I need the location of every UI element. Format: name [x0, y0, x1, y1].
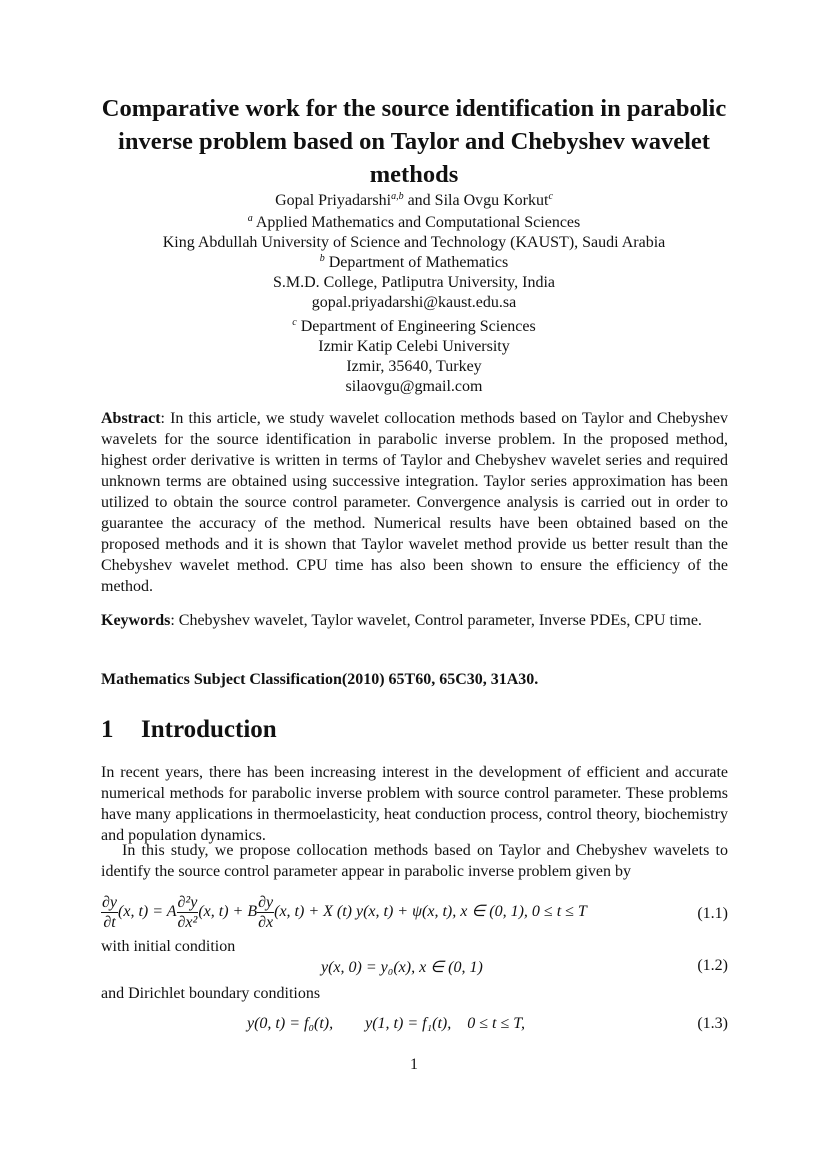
fraction-denominator: ∂t [103, 914, 116, 931]
abstract-label: Abstract [101, 410, 161, 427]
abstract-text: : In this article, we study wavelet collocation methods based on Taylor and Chebyshev wavelets for the source identification in parabolic inverse problem. In the proposed method, highest order derivative is written in terms of Taylor and Chebyshev wavelet series and required unknown terms are obtained using successive integration. Taylor series approximation has been utilized to obtain the source control parameter. Convergence analysis is carried out in order to guarantee the accuracy of the method. Numerical results have been obtained based on the proposed methods and it is shown that Taylor wavelet method provide us better result than the Chebyshev wavelet method. CPU time has also been shown to ensure the efficiency of the method. [101, 410, 728, 595]
section-number: 1 [101, 716, 114, 743]
affiliation-line: Department of Mathematics [328, 254, 509, 271]
section-heading [101, 716, 277, 744]
fraction-dy-dt [101, 893, 118, 932]
equation-args: (x, t) [274, 903, 305, 921]
fraction-denominator: ∂x [258, 914, 274, 931]
affiliation-line: Izmir Katip Celebi University [318, 338, 510, 355]
equation-tail: + X (t) y(x, t) + ψ(x, t), x ∈ (0, 1), 0 ≤ t ≤ T [304, 903, 587, 921]
author-email: gopal.priyadarshi@kaust.edu.sa [311, 294, 517, 311]
author-name: Sila Ovgu Korkut [434, 192, 549, 209]
author-joiner: and [403, 192, 435, 209]
affiliation-line: Applied Mathematics and Computational Sciences [255, 214, 581, 231]
equation-args: (x, t) [198, 903, 229, 921]
affiliation-line: Department of Engineering Sciences [300, 318, 536, 335]
equation-coeff-b: + B [228, 903, 258, 921]
affiliation-block-ab [100, 213, 728, 313]
author-superscript: a,b [391, 191, 404, 202]
equation-body: y(0, t) = f₀(t), y(1, t) = f₁(t), 0 ≤ t ≤ T, [247, 1015, 525, 1032]
equation-number: (1.1) [697, 905, 728, 922]
fraction-dy-dx [257, 893, 274, 932]
keywords-label: Keywords [101, 612, 171, 629]
author-line [100, 191, 728, 211]
paper-title: Comparative work for the source identification in parabolic inverse problem based on Taylor and Chebyshev wavelet methods [101, 95, 727, 188]
boundary-condition-text: and Dirichlet boundary conditions [101, 985, 321, 1002]
affiliation-block-c [100, 317, 728, 397]
equation-coeff-a: = A [148, 903, 177, 921]
affiliation-mark: b [319, 253, 325, 264]
equation-args: (x, t) [118, 903, 149, 921]
equation-number: (1.2) [697, 957, 728, 974]
affiliation-line: Izmir, 35640, Turkey [346, 358, 482, 375]
author-name: Gopal Priyadarshi [275, 192, 392, 209]
affiliation-line: King Abdullah University of Science and Technology (KAUST), Saudi Arabia [162, 234, 666, 251]
intro-paragraph-2: In this study, we propose collocation methods based on Taylor and Chebyshev wavelets to identify the source control parameter appear in parabolic inverse problem given by [101, 842, 728, 880]
author-email: silaovgu@gmail.com [345, 378, 483, 395]
fraction-numerator: ∂y [258, 894, 274, 911]
intro-paragraph-1: In recent years, there has been increasing interest in the development of efficient and accurate numerical methods for parabolic inverse problem with source control parameter. These problems have many applications in thermoelasticity, heat conduction process, control theory, biochemistry and population dynamics. [101, 764, 728, 844]
equation-body [101, 893, 587, 932]
affiliation-line: S.M.D. College, Patliputra University, India [272, 274, 556, 291]
author-superscript: c [548, 191, 553, 202]
keywords-paragraph [101, 610, 728, 631]
page-number: 1 [410, 1056, 418, 1073]
section-title: Introduction [141, 716, 277, 743]
fraction-numerator: ∂y [102, 894, 118, 911]
msc-classification: Mathematics Subject Classification(2010) 65T60, 65C30, 31A30. [101, 671, 539, 688]
equation-1-1 [101, 893, 728, 939]
initial-condition-text: with initial condition [101, 938, 236, 955]
fraction-denominator: ∂x² [177, 914, 198, 931]
fraction-numerator: ∂²y [177, 894, 198, 911]
affiliation-mark: c [292, 317, 297, 328]
abstract-paragraph [101, 408, 728, 597]
equation-number: (1.3) [697, 1015, 728, 1032]
keywords-text: : Chebyshev wavelet, Taylor wavelet, Control parameter, Inverse PDEs, CPU time. [170, 612, 702, 629]
equation-body: y(x, 0) = y₀(x), x ∈ (0, 1) [321, 959, 483, 976]
fraction-d2y-dx2 [177, 893, 199, 932]
affiliation-mark: a [247, 213, 253, 224]
